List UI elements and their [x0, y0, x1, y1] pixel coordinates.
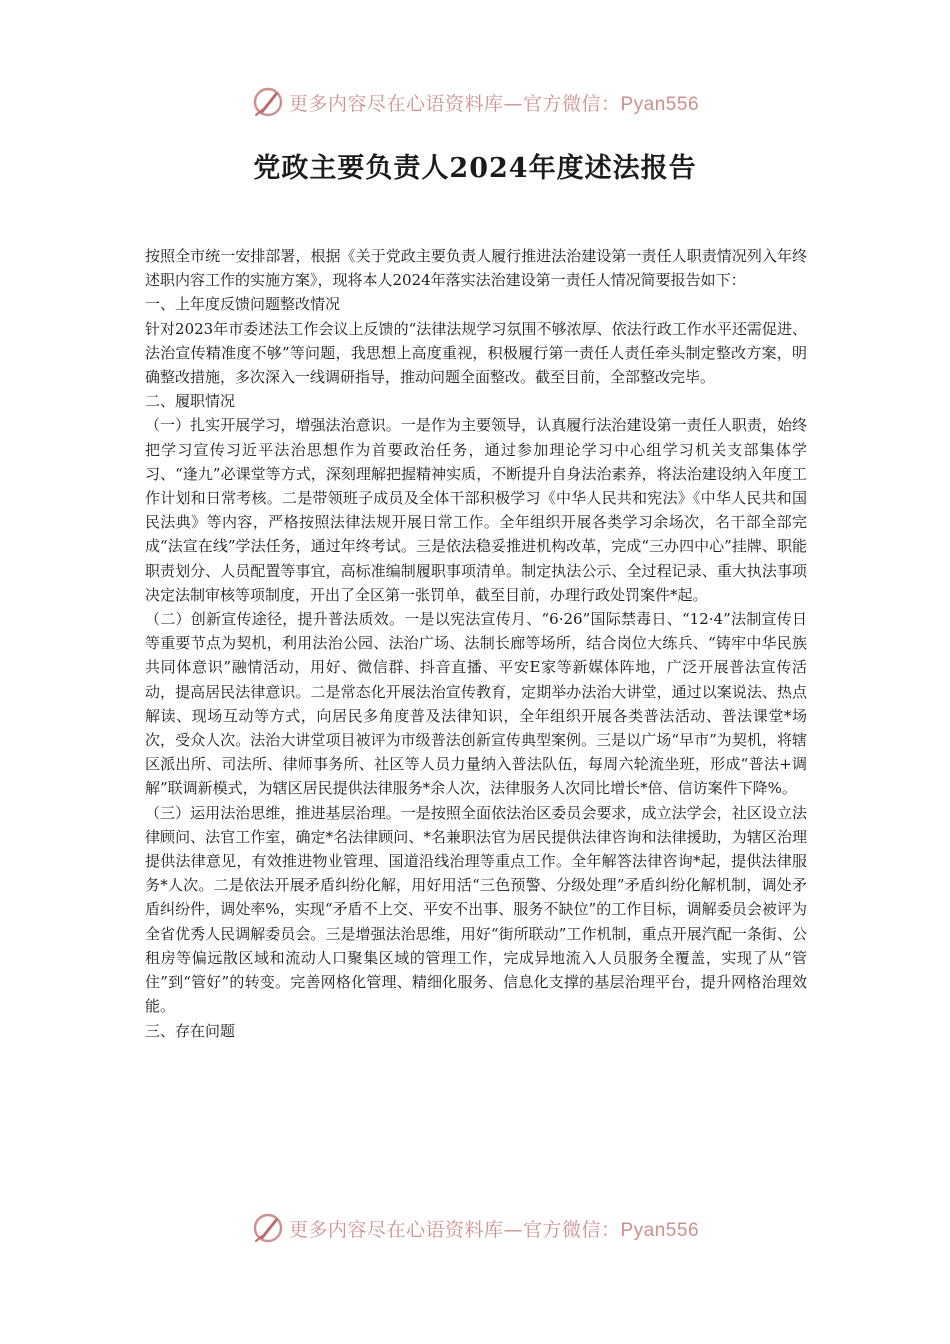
watermark-text	[289, 89, 699, 116]
watermark-label: 更多内容尽在心语资料库—官方微信：	[288, 1218, 621, 1241]
watermark-text	[289, 1215, 699, 1242]
body-paragraph: 针对2023年市委述法工作会议上反馈的“法律法规学习氛围不够浓厚、依法行政工作水平还需促进、法治宣传精准度不够”等问题，我思想上高度重视，积极履行第一责任人责任牵头制定整改方案，明确整改措施，多次深入一线调研指导，推动问题全面整改。截至目前，全部整改完毕。	[145, 319, 807, 387]
intro-paragraph: 按照全市统一安排部署，根据《关于党政主要负责人履行推进法治建设第一责任人职责情况列入年终述职内容工作的实施方案》，现将本人2024年落实法治建设第一责任人情况简要报告如下：	[145, 247, 807, 290]
body-paragraph: （二）创新宣传途径，提升普法质效。一是以宪法宣传月、“6·26”国际禁毒日、“12·4”法制宣传日等重要节点为契机，利用法治公园、法治广场、法制长廊等场所，结合岗位大练兵、“铸牢中华民族共同体意识”融情活动，用好、微信群、抖音直播、平安E家等新媒体阵地，广泛开展普法宣传活动，提高居民法律意识。二是常态化开展法治宣传教育，定期举办法治大讲堂，通过以案说法、热点解读、现场互动等方式，向居民多角度普及法律知识，全年组织开展各类普法活动、普法课堂*场次，受众人次。法治大讲堂项目被评为市级普法创新宣传典型案例。三是以广场“早市”为契机，将辖区派出所、司法所、律师事务所、社区等人员力量纳入普法队伍，每周六轮流坐班，形成“普法+调解”联调新模式，为辖区居民提供法律服务*余人次，法律服务人次同比增长*倍、信访案件下降%。	[145, 610, 807, 798]
footer-watermark-banner	[0, 1208, 950, 1248]
section-heading: 三、存在问题	[145, 1021, 236, 1040]
body-paragraph: （一）扎实开展学习，增强法治意识。一是作为主要领导，认真履行法治建设第一责任人职责，始终把学习宣传习近平法治思想作为首要政治任务，通过参加理论学习中心组学习机关支部集体学习、“逢九”必课堂等方式，深刻理解把握精神实质，不断提升自身法治素养，将法治建设纳入年度工作计划和日常考核。二是带领班子成员及全体干部积极学习《中华人民共和宪法》《中华人民共和国民法典》等内容，严格按照法律法规开展日常工作。全年组织开展各类学习余场次，名干部全部完成“法宣在线”学法任务，通过年终考试。三是依法稳妥推进机构改革，完成“三办四中心”挂牌、职能职责划分、人员配置等事宜，高标准编制履职事项清单。制定执法公示、全过程记录、重大执法事项决定法制审核等项制度，开出了全区第一张罚单，截至目前，办理行政处罚案件*起。	[145, 416, 807, 604]
wechat-id: Pyan556	[620, 1219, 700, 1241]
header-watermark-banner	[0, 82, 950, 122]
wechat-id: Pyan556	[620, 93, 700, 115]
section-heading: 二、履职情况	[145, 392, 236, 411]
watermark-label: 更多内容尽在心语资料库—官方微信：	[288, 92, 621, 115]
document-title: 党政主要负责人2024年度述法报告	[253, 153, 697, 184]
quill-pen-logo-icon	[251, 1211, 285, 1245]
document-body	[145, 244, 807, 1043]
section-heading: 一、上年度反馈问题整改情况	[145, 295, 341, 314]
quill-pen-logo-icon	[251, 85, 285, 119]
body-paragraph: （三）运用法治思维，推进基层治理。一是按照全面依法治区委员会要求，成立法学会，社区设立法律顾问、法官工作室，确定*名法律顾问、*名兼职法官为居民提供法律咨询和法律援助，为辖区治理提供法律意见，有效推进物业管理、国道沿线治理等重点工作。全年解答法律咨询*起，提供法律服务*人次。二是依法开展矛盾纠纷化解，用好用活“三色预警、分级处理”矛盾纠纷化解机制，调处矛盾纠纷件，调处率%，实现“矛盾不上交、平安不出事、服务不缺位”的工作目标，调解委员会被评为全省优秀人民调解委员会。三是增强法治思维，用好“街所联动”工作机制，重点开展汽配一条街、公租房等偏远散区域和流动人口聚集区域的管理工作，完成异地流入人员服务全覆盖，实现了从“管住”到“管好”的转变。完善网格化管理、精细化服务、信息化支撑的基层治理平台，提升网格治理效能。	[145, 803, 807, 1016]
